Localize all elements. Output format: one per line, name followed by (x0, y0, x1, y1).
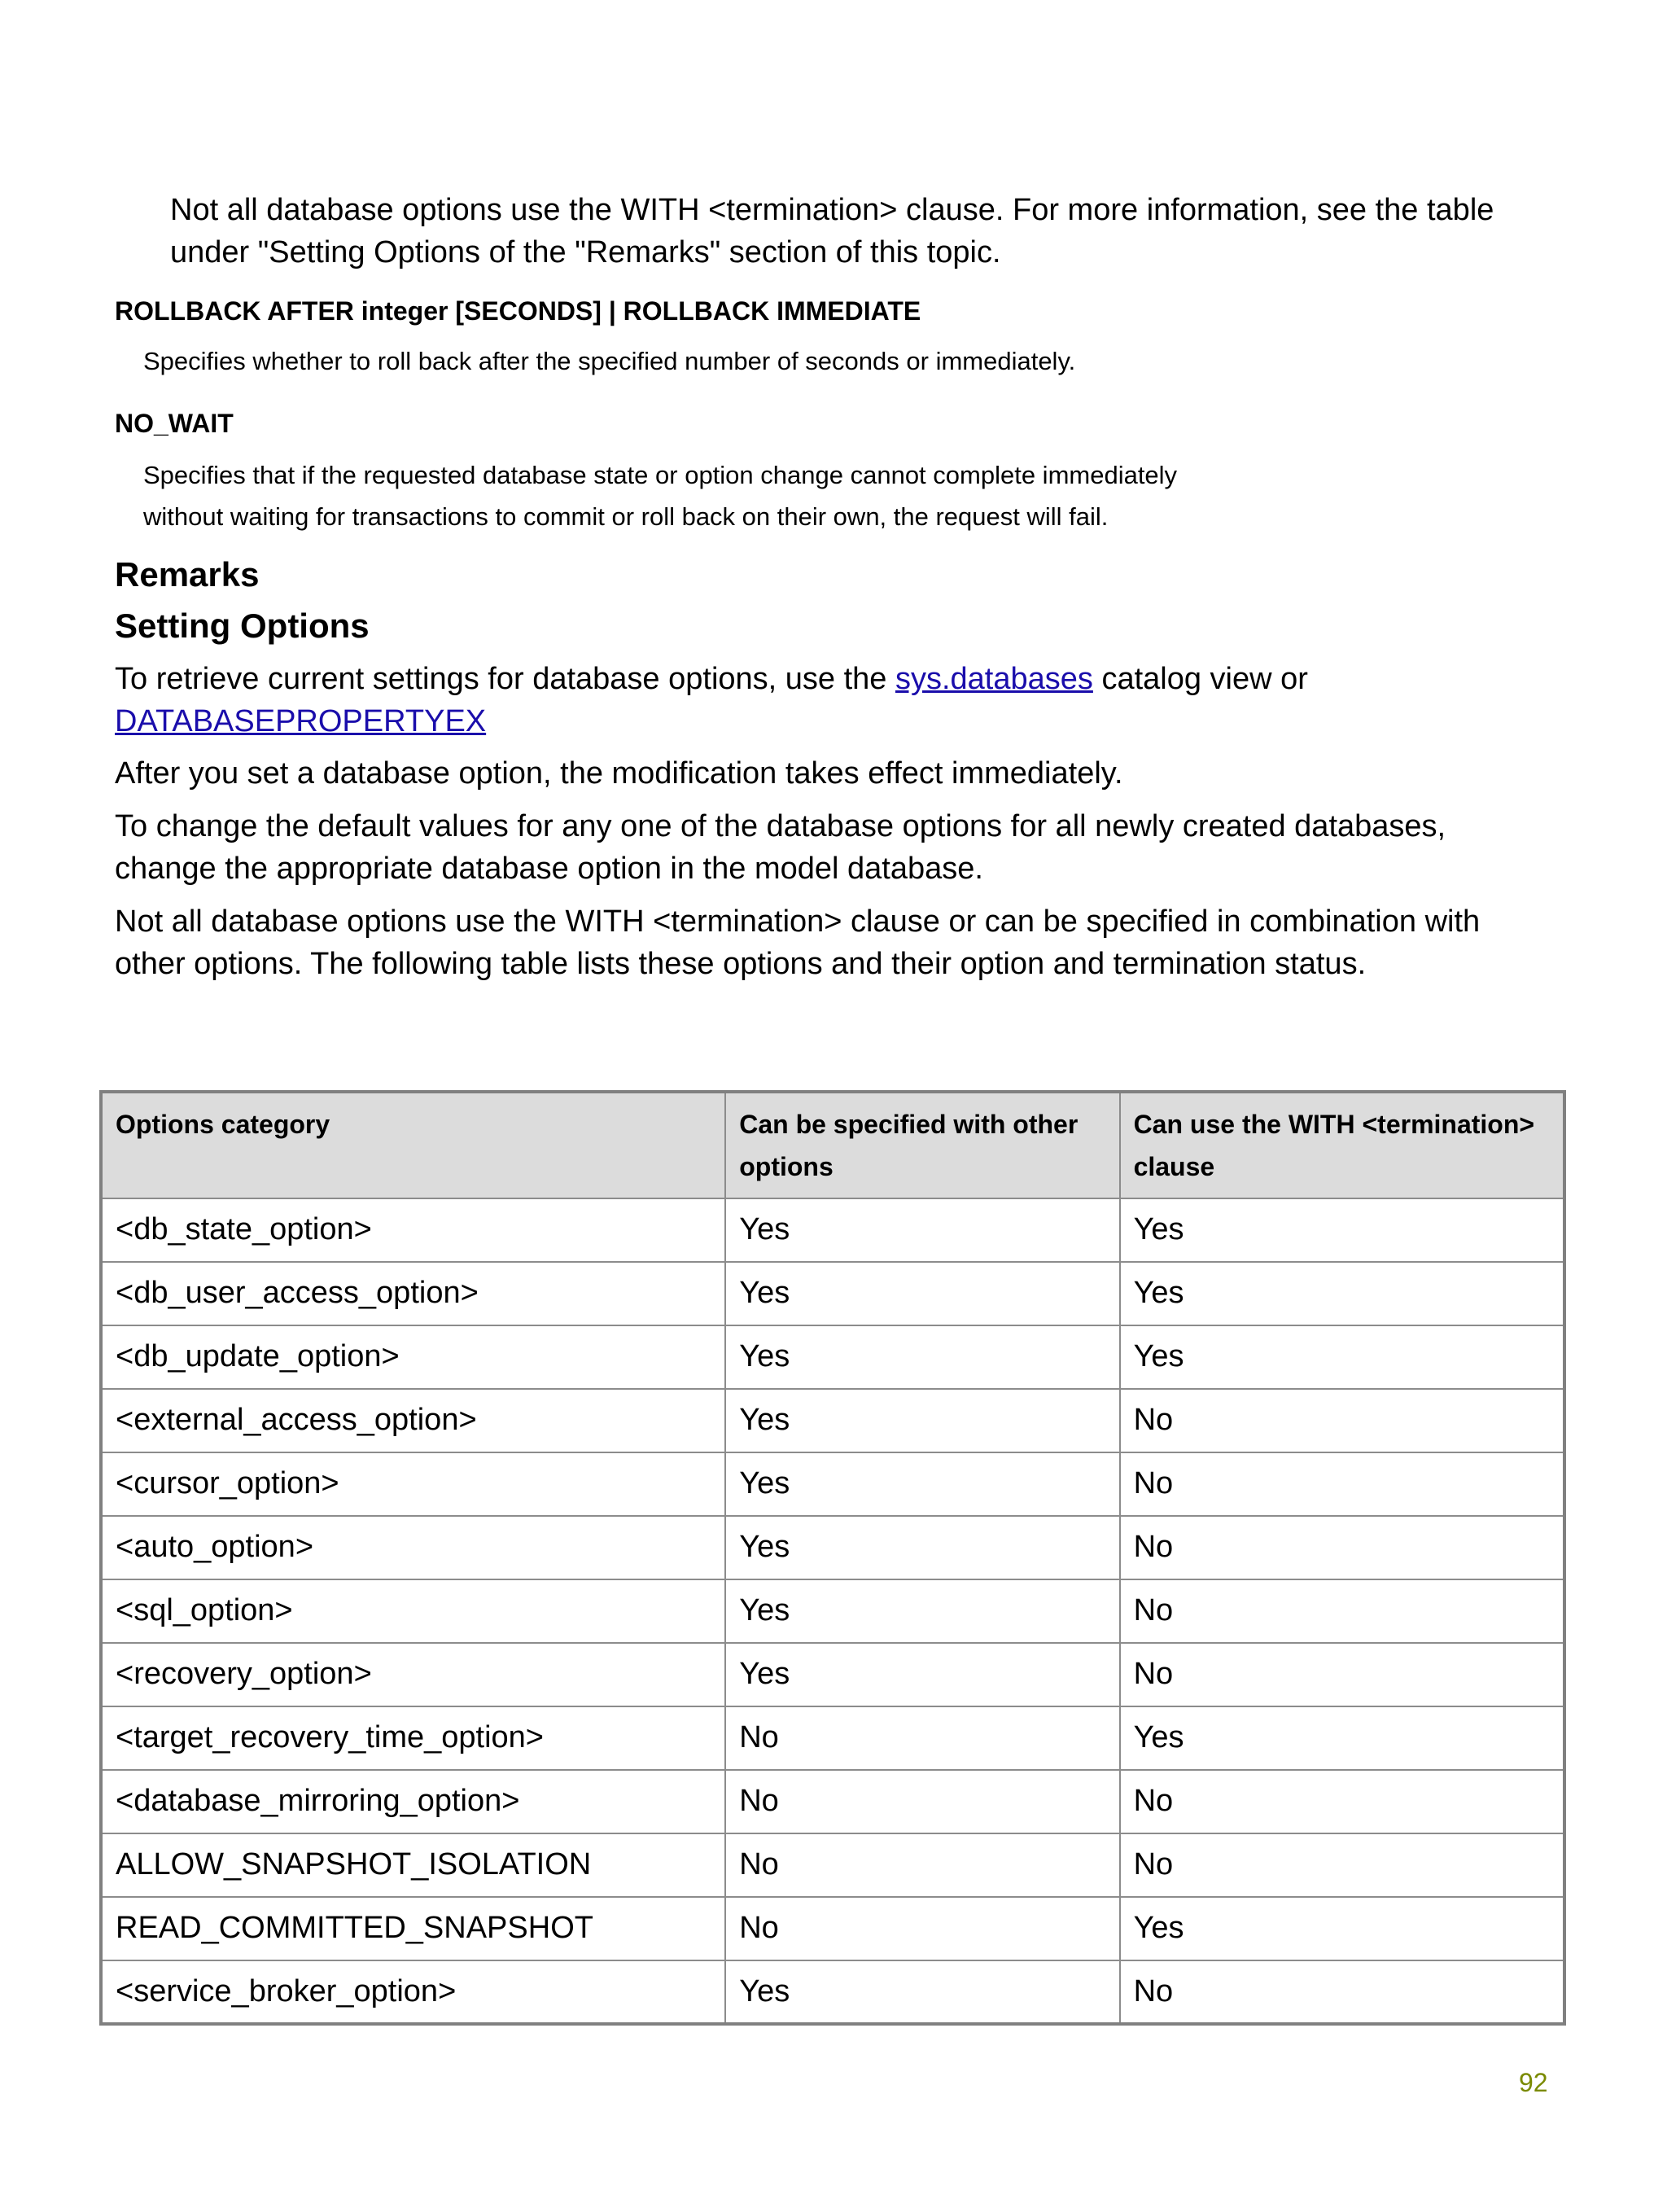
page-number: 92 (1519, 2068, 1548, 2097)
specified-with-other-cell: Yes (725, 1389, 1119, 1452)
table-row (101, 1960, 1564, 2024)
specified-with-other-cell: Yes (725, 1262, 1119, 1325)
with-termination-cell: No (1120, 1452, 1564, 1516)
with-termination-cell: No (1120, 1770, 1564, 1833)
specified-with-other-cell: Yes (725, 1516, 1119, 1579)
with-termination-cell: No (1120, 1833, 1564, 1897)
table-row (101, 1897, 1564, 1960)
specified-with-other-cell: Yes (725, 1579, 1119, 1643)
option-category-cell: <cursor_option> (101, 1452, 725, 1516)
table-row (101, 1833, 1564, 1897)
table-header-row (101, 1092, 1564, 1198)
option-category-cell: <db_user_access_option> (101, 1262, 725, 1325)
option-category-cell: <target_recovery_time_option> (101, 1706, 725, 1770)
specified-with-other-cell: No (725, 1833, 1119, 1897)
option-category-cell: ALLOW_SNAPSHOT_ISOLATION (101, 1833, 725, 1897)
option-category-cell: READ_COMMITTED_SNAPSHOT (101, 1897, 725, 1960)
header-with-termination: Can use the WITH <termination> clause (1120, 1092, 1564, 1198)
table-row (101, 1706, 1564, 1770)
with-termination-cell: No (1120, 1389, 1564, 1452)
term-rollback: ROLLBACK AFTER integer [SECONDS] | ROLLBACK IMMEDIATE (115, 296, 921, 326)
heading-remarks: Remarks (115, 555, 260, 594)
with-termination-cell: No (1120, 1516, 1564, 1579)
option-category-cell: <auto_option> (101, 1516, 725, 1579)
description-no-wait-line2: without waiting for transactions to commit or roll back on their own, the request will fail. (143, 502, 1109, 531)
description-no-wait-line1: Specifies that if the requested database state or option change cannot complete immediately (143, 461, 1178, 489)
table-row (101, 1198, 1564, 1262)
options-table (99, 1090, 1566, 2026)
retrieve-text-prefix: To retrieve current settings for database options, use the (115, 662, 895, 696)
with-termination-cell: Yes (1120, 1262, 1564, 1325)
option-category-cell: <recovery_option> (101, 1643, 725, 1706)
specified-with-other-cell: No (725, 1897, 1119, 1960)
specified-with-other-cell: Yes (725, 1198, 1119, 1262)
table-row (101, 1325, 1564, 1389)
paragraph-retrieve (115, 658, 1547, 742)
with-termination-cell: Yes (1120, 1325, 1564, 1389)
with-termination-cell: Yes (1120, 1897, 1564, 1960)
term-no-wait: NO_WAIT (115, 409, 234, 438)
retrieve-text-middle: catalog view or (1092, 662, 1308, 696)
databasepropertyex-link[interactable]: DATABASEPROPERTYEX (115, 704, 487, 738)
table-row (101, 1516, 1564, 1579)
specified-with-other-cell: Yes (725, 1325, 1119, 1389)
table-row (101, 1643, 1564, 1706)
header-specified-with-other: Can be specified with other options (725, 1092, 1119, 1198)
option-category-cell: <service_broker_option> (101, 1960, 725, 2024)
with-termination-cell: Yes (1120, 1706, 1564, 1770)
table-row (101, 1452, 1564, 1516)
option-category-cell: <db_update_option> (101, 1325, 725, 1389)
option-category-cell: <db_state_option> (101, 1198, 725, 1262)
paragraph-not-all: Not all database options use the WITH <termination> clause or can be specified in combination with other options. The following table lists these options and their option and termination status. (115, 905, 1481, 981)
paragraph-after-set: After you set a database option, the modification takes effect immediately. (115, 756, 1123, 791)
table-row (101, 1389, 1564, 1452)
paragraph-change-defaults: To change the default values for any one of the database options for all newly created databases, change the appropriate database option in the model database. (115, 809, 1446, 886)
sys-databases-link[interactable]: sys.databases (895, 662, 1093, 696)
with-termination-cell: No (1120, 1643, 1564, 1706)
table-row (101, 1770, 1564, 1833)
with-termination-cell: No (1120, 1960, 1564, 2024)
specified-with-other-cell: Yes (725, 1643, 1119, 1706)
intro-note: Not all database options use the WITH <termination> clause. For more information, see the table under "Setting Options of the "Remarks" section of this topic. (170, 193, 1494, 269)
table-row (101, 1579, 1564, 1643)
heading-setting-options: Setting Options (115, 607, 370, 645)
option-category-cell: <sql_option> (101, 1579, 725, 1643)
option-category-cell: <external_access_option> (101, 1389, 725, 1452)
specified-with-other-cell: Yes (725, 1960, 1119, 2024)
description-rollback: Specifies whether to roll back after the specified number of seconds or immediately. (143, 347, 1076, 375)
specified-with-other-cell: No (725, 1770, 1119, 1833)
header-options-category: Options category (101, 1092, 725, 1198)
table-row (101, 1262, 1564, 1325)
option-category-cell: <database_mirroring_option> (101, 1770, 725, 1833)
specified-with-other-cell: Yes (725, 1452, 1119, 1516)
specified-with-other-cell: No (725, 1706, 1119, 1770)
with-termination-cell: Yes (1120, 1198, 1564, 1262)
with-termination-cell: No (1120, 1579, 1564, 1643)
